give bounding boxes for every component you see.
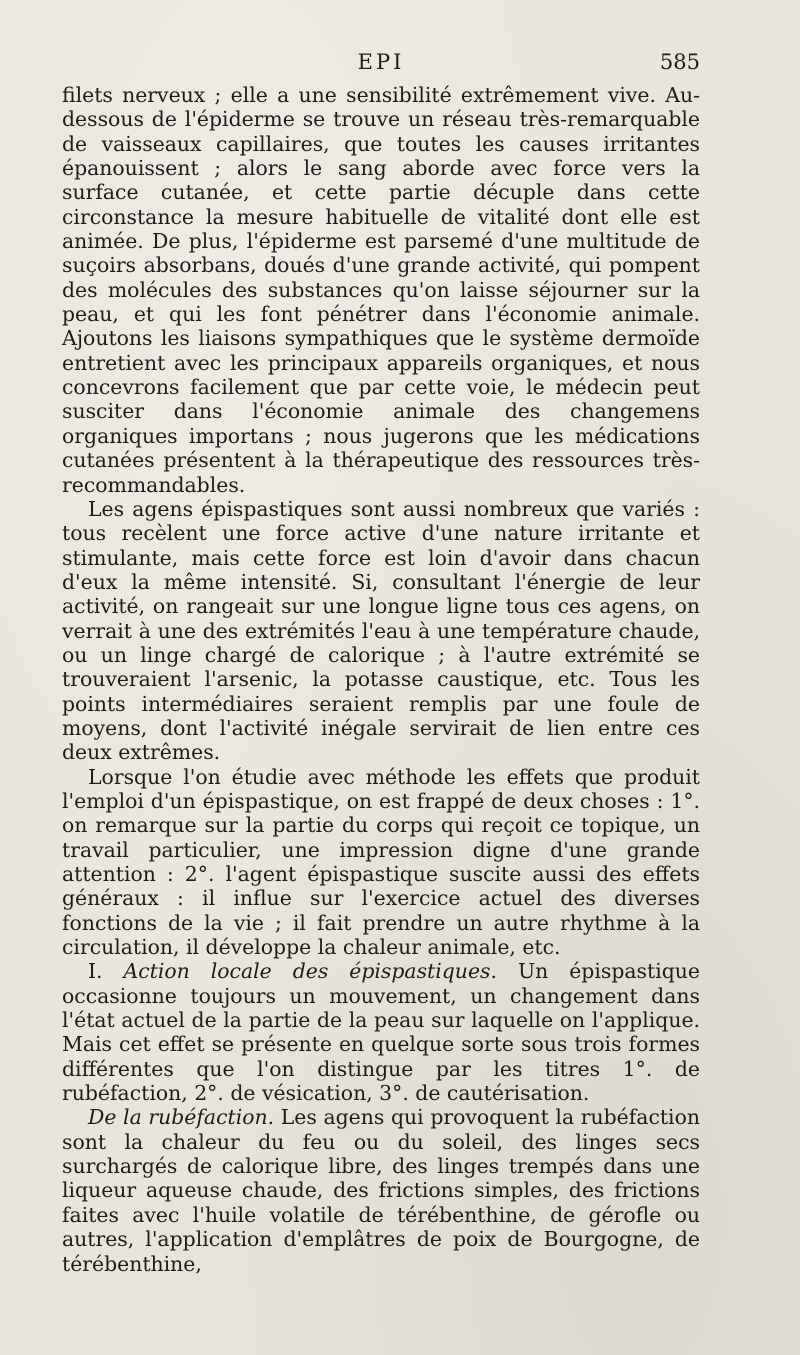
paragraph-4-text: Un épispastique occasionne toujours un mouvement, un changement dans l'état actuel de la partie de la peau sur laquelle on l'applique. Mais cet effet se présente en quelque sorte sous trois formes différentes que l'on distingue par les titres 1°. de rubéfaction, 2°. de vésication, 3°. de cautérisation.	[62, 959, 700, 1106]
page-header	[62, 50, 700, 80]
section-number: I.	[88, 959, 124, 984]
paragraph-2-text: Les agens épispastiques sont aussi nombreux que variés : tous recèlent une force active d'une nature irritante et stimulante, mais cette force est loin d'avoir dans chacun d'eux la même intensité. Si, consultant l'énergie de leur activité, on rangeait sur une longue ligne tous ces agens, on verrait à une des extrémités l'eau à une température chaude, ou un linge chargé de calorique ; à l'autre extrémité se trouveraient l'arsenic, la potasse caustique, etc. Tous les points intermédiaires seraient remplis par une foule de moyens, dont l'activité inégale servirait de lien entre ces deux extrêmes.	[62, 496, 700, 765]
running-head: EPI	[357, 50, 405, 74]
paragraph-3-text: Lorsque l'on étudie avec méthode les effets que produit l'emploi d'un épispastique, on est frappé de deux choses : 1°. on remarque sur la partie du corps qui reçoit ce topique, un travail particulier, une impression digne d'une grande attention : 2°. l'agent épispastique suscite aussi des effets généraux : il influe sur l'exercice actuel des diverses fonctions de la vie ; il fait prendre un autre rhythme à la circulation, il développe la chaleur animale, etc.	[62, 764, 700, 960]
body-text	[62, 83, 700, 1276]
page-bottom-margin	[0, 1230, 800, 1355]
paragraph-5-text: Les agens qui provoquent la rubéfaction sont la chaleur du feu ou du soleil, des linges secs surchargés de calorique libre, des linges trempés dans une liqueur aqueuse chaude, des frictions simples, des frictions faites avec l'huile volatile de térébenthine, de gérofle ou autres, l'application d'emplâtres de poix de Bourgogne, de térébenthine,	[62, 1105, 700, 1276]
section-heading-italic: Action locale des épispastiques.	[123, 959, 497, 984]
paragraph-1-text: filets nerveux ; elle a une sensibilité extrêmement vive. Au-dessous de l'épiderme se trouve un réseau très-remarquable de vaisseaux capillaires, que toutes les causes irritantes épanouissent ; alors le sang aborde avec force vers la surface cutanée, et cette partie décuple dans cette circonstance la mesure habituelle de vitalité dont elle est animée. De plus, l'épiderme est parsemé d'une multitude de suçoirs absorbans, doués d'une grande activité, qui pompent des molécules des substances qu'on laisse séjourner sur la peau, et qui les font pénétrer dans l'économie animale. Ajoutons les liaisons sympathiques que le système dermoïde entretient avec les principaux appareils organiques, et nous concevrons facilement que par cette voie, le médecin peut susciter dans l'économie animale des changemens organiques importans ; nous jugerons que les médications cutanées présentent à la thérapeutique des ressources très-recommandables.	[62, 83, 700, 497]
paragraph-effets	[62, 765, 700, 960]
paragraph-agens	[62, 497, 700, 765]
paragraph-action-locale	[62, 959, 700, 1105]
paragraph-continuation	[62, 83, 700, 497]
page-number: 585	[659, 50, 700, 74]
subsection-heading-italic: De la rubéfaction.	[88, 1105, 275, 1130]
